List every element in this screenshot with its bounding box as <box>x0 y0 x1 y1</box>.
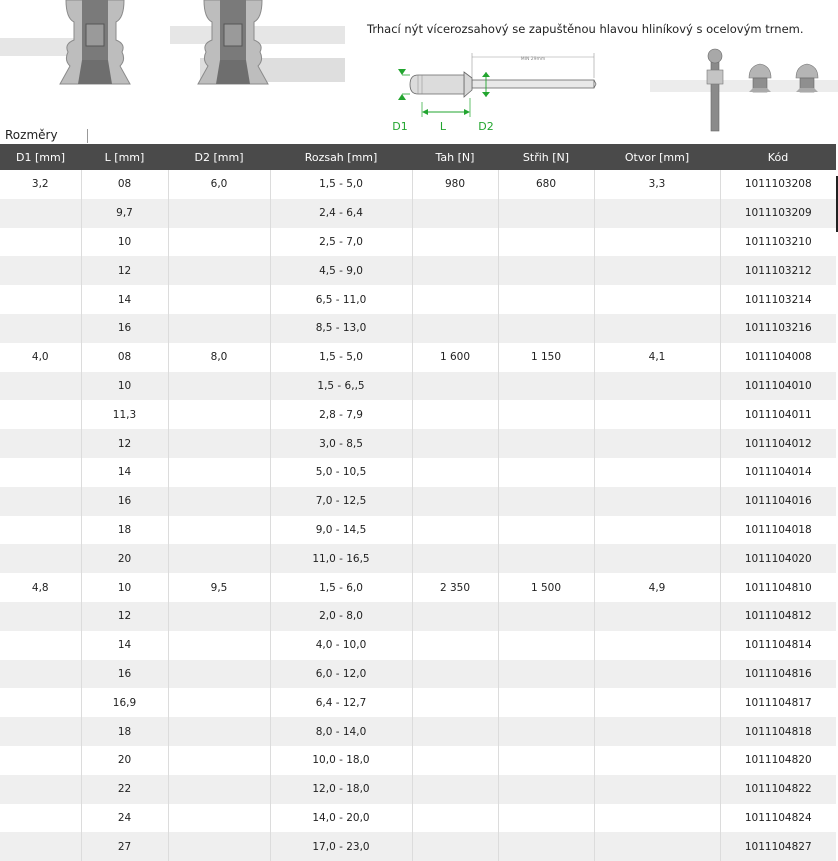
table-cell: 9,0 - 14,5 <box>270 516 412 545</box>
table-cell <box>168 400 270 429</box>
table-row <box>0 544 836 573</box>
table-cell: 2,4 - 6,4 <box>270 199 412 228</box>
table-cell: 980 <box>412 170 498 199</box>
table-cell: 16,9 <box>81 688 168 717</box>
table-row <box>0 400 836 429</box>
table-cell <box>0 429 81 458</box>
table-cell <box>498 314 594 343</box>
table-cell: 1 500 <box>498 573 594 602</box>
table-cell <box>168 285 270 314</box>
rivet-installation-steps-illustration <box>645 40 838 135</box>
table-cell <box>594 688 720 717</box>
min-length-label: MIN 29mm <box>520 57 546 62</box>
table-cell: 1011104010 <box>720 372 836 401</box>
table-cell: 6,0 - 12,0 <box>270 660 412 689</box>
table-cell <box>168 429 270 458</box>
table-cell <box>0 228 81 257</box>
table-cell <box>0 458 81 487</box>
table-cell <box>168 631 270 660</box>
table-cell <box>594 314 720 343</box>
table-row <box>0 775 836 804</box>
table-row <box>0 832 836 861</box>
table-cell <box>0 717 81 746</box>
table-cell <box>168 804 270 833</box>
table-cell <box>498 631 594 660</box>
table-cell: 3,3 <box>594 170 720 199</box>
table-cell: 1 600 <box>412 343 498 372</box>
table-cell <box>168 602 270 631</box>
table-cell: 2,5 - 7,0 <box>270 228 412 257</box>
table-cell: 4,9 <box>594 573 720 602</box>
table-cell: 1011104820 <box>720 746 836 775</box>
table-row <box>0 343 836 372</box>
table-cell <box>0 400 81 429</box>
d1-label: D1 <box>392 120 408 133</box>
table-cell <box>498 199 594 228</box>
rivet-installed-left <box>60 0 130 84</box>
table-row <box>0 429 836 458</box>
table-cell: 17,0 - 23,0 <box>270 832 412 861</box>
table-cell <box>168 688 270 717</box>
column-header: Rozsah [mm] <box>270 144 412 170</box>
table-row <box>0 688 836 717</box>
table-cell: 12 <box>81 256 168 285</box>
table-body <box>0 170 836 861</box>
table-cell <box>498 516 594 545</box>
table-cell: 1011104016 <box>720 487 836 516</box>
table-cell: 8,0 <box>168 343 270 372</box>
table-cell: 1011103210 <box>720 228 836 257</box>
table-cell <box>0 631 81 660</box>
table-cell: 1011103209 <box>720 199 836 228</box>
table-row <box>0 256 836 285</box>
table-row <box>0 487 836 516</box>
table-cell <box>594 804 720 833</box>
table-cell: 5,0 - 10,5 <box>270 458 412 487</box>
table-cell: 18 <box>81 516 168 545</box>
table-cell <box>498 372 594 401</box>
table-header <box>0 144 836 170</box>
table-row <box>0 804 836 833</box>
table-cell: 4,5 - 9,0 <box>270 256 412 285</box>
table-cell <box>0 746 81 775</box>
table-row <box>0 199 836 228</box>
table-cell <box>0 314 81 343</box>
table-cell: 20 <box>81 544 168 573</box>
table-cell: 10 <box>81 573 168 602</box>
table-cell <box>412 516 498 545</box>
table-cell <box>412 746 498 775</box>
table-cell <box>594 400 720 429</box>
table-cell: 4,0 - 10,0 <box>270 631 412 660</box>
section-label: Rozměry <box>5 128 58 142</box>
table-cell: 14 <box>81 285 168 314</box>
table-cell <box>412 631 498 660</box>
table-cell <box>498 660 594 689</box>
table-cell <box>498 775 594 804</box>
rivet-installed-right <box>198 0 268 84</box>
table-cell: 1011104827 <box>720 832 836 861</box>
table-cell <box>594 487 720 516</box>
table-cell <box>594 429 720 458</box>
table-cell <box>412 458 498 487</box>
rivet-dimension-diagram <box>388 42 603 137</box>
table-cell <box>594 746 720 775</box>
table-cell <box>412 660 498 689</box>
table-cell <box>168 228 270 257</box>
table-row <box>0 660 836 689</box>
table-cell <box>0 516 81 545</box>
table-cell <box>498 832 594 861</box>
table-cell <box>412 832 498 861</box>
table-cell: 1,5 - 6,,5 <box>270 372 412 401</box>
table-cell: 14 <box>81 631 168 660</box>
table-cell: 27 <box>81 832 168 861</box>
table-cell: 1011104008 <box>720 343 836 372</box>
table-cell: 08 <box>81 170 168 199</box>
column-header: L [mm] <box>81 144 168 170</box>
column-header: D2 [mm] <box>168 144 270 170</box>
table-cell: 1011103208 <box>720 170 836 199</box>
table-cell <box>412 228 498 257</box>
rivet-cross-section-illustration <box>0 0 345 90</box>
table-cell: 1011104011 <box>720 400 836 429</box>
table-cell <box>168 746 270 775</box>
table-cell <box>498 746 594 775</box>
table-cell: 3,2 <box>0 170 81 199</box>
table-cell: 12 <box>81 602 168 631</box>
table-cell <box>0 544 81 573</box>
table-cell <box>498 688 594 717</box>
spec-table <box>0 144 836 861</box>
table-cell <box>168 458 270 487</box>
table-cell: 14,0 - 20,0 <box>270 804 412 833</box>
table-cell <box>168 314 270 343</box>
table-cell <box>0 660 81 689</box>
product-header <box>0 0 838 145</box>
table-cell <box>498 285 594 314</box>
table-cell <box>498 487 594 516</box>
table-cell <box>498 228 594 257</box>
table-cell: 14 <box>81 458 168 487</box>
table-cell <box>412 285 498 314</box>
table-cell <box>412 717 498 746</box>
header-row <box>0 144 836 170</box>
table-cell <box>0 256 81 285</box>
table-cell: 1011103216 <box>720 314 836 343</box>
table-cell <box>0 285 81 314</box>
table-cell <box>498 458 594 487</box>
table-row <box>0 314 836 343</box>
table-cell <box>594 544 720 573</box>
table-cell <box>498 602 594 631</box>
table-cell: 7,0 - 12,5 <box>270 487 412 516</box>
table-cell: 8,5 - 13,0 <box>270 314 412 343</box>
table-cell: 18 <box>81 717 168 746</box>
table-cell <box>168 256 270 285</box>
table-cell <box>498 804 594 833</box>
table-cell: 16 <box>81 314 168 343</box>
table-cell: 1011104817 <box>720 688 836 717</box>
table-cell <box>594 602 720 631</box>
table-cell <box>0 487 81 516</box>
column-header: Otvor [mm] <box>594 144 720 170</box>
table-cell: 4,1 <box>594 343 720 372</box>
table-cell <box>0 688 81 717</box>
table-cell: 1011103214 <box>720 285 836 314</box>
table-cell <box>168 372 270 401</box>
table-cell: 9,5 <box>168 573 270 602</box>
table-cell: 20 <box>81 746 168 775</box>
table-cell: 1,5 - 5,0 <box>270 343 412 372</box>
table-cell <box>594 631 720 660</box>
table-row <box>0 631 836 660</box>
table-row <box>0 228 836 257</box>
table-cell <box>594 285 720 314</box>
table-row <box>0 516 836 545</box>
table-cell: 1,5 - 5,0 <box>270 170 412 199</box>
l-label: L <box>439 120 447 133</box>
table-row <box>0 458 836 487</box>
table-cell: 24 <box>81 804 168 833</box>
table-cell <box>168 832 270 861</box>
table-cell: 1011104824 <box>720 804 836 833</box>
table-cell <box>0 804 81 833</box>
table-cell: 1011103212 <box>720 256 836 285</box>
table-cell <box>412 688 498 717</box>
table-cell: 3,0 - 8,5 <box>270 429 412 458</box>
table-cell <box>594 458 720 487</box>
table-cell <box>412 775 498 804</box>
table-cell: 1011104816 <box>720 660 836 689</box>
table-cell: 10 <box>81 372 168 401</box>
table-cell: 1011104012 <box>720 429 836 458</box>
table-cell: 8,0 - 14,0 <box>270 717 412 746</box>
table-cell <box>594 199 720 228</box>
table-cell: 680 <box>498 170 594 199</box>
column-header: Kód <box>720 144 836 170</box>
table-cell <box>168 660 270 689</box>
table-cell <box>0 775 81 804</box>
table-cell <box>412 487 498 516</box>
table-cell <box>594 775 720 804</box>
table-cell <box>594 660 720 689</box>
table-cell <box>168 516 270 545</box>
table-cell: 11,3 <box>81 400 168 429</box>
table-row <box>0 372 836 401</box>
table-row <box>0 717 836 746</box>
table-cell: 1011104818 <box>720 717 836 746</box>
table-cell <box>412 400 498 429</box>
table-cell: 10,0 - 18,0 <box>270 746 412 775</box>
table-cell: 4,0 <box>0 343 81 372</box>
table-cell <box>0 832 81 861</box>
table-cell <box>594 717 720 746</box>
table-cell: 1011104814 <box>720 631 836 660</box>
table-cell <box>168 717 270 746</box>
table-cell: 1 150 <box>498 343 594 372</box>
table-cell: 6,0 <box>168 170 270 199</box>
table-cell: 11,0 - 16,5 <box>270 544 412 573</box>
table-cell: 6,4 - 12,7 <box>270 688 412 717</box>
table-cell: 1011104812 <box>720 602 836 631</box>
table-cell <box>168 544 270 573</box>
table-cell: 1,5 - 6,0 <box>270 573 412 602</box>
table-cell <box>594 228 720 257</box>
column-header: D1 [mm] <box>0 144 81 170</box>
table-cell: 1011104014 <box>720 458 836 487</box>
table-cell <box>498 544 594 573</box>
table-cell: 6,5 - 11,0 <box>270 285 412 314</box>
table-cell <box>594 372 720 401</box>
table-cell: 1011104810 <box>720 573 836 602</box>
table-cell: 2,8 - 7,9 <box>270 400 412 429</box>
table-row <box>0 285 836 314</box>
table-cell <box>412 372 498 401</box>
table-cell <box>594 256 720 285</box>
table-cell: 16 <box>81 660 168 689</box>
table-cell: 12 <box>81 429 168 458</box>
table-cell: 1011104018 <box>720 516 836 545</box>
table-cell <box>498 717 594 746</box>
table-cell <box>168 775 270 804</box>
table-cell <box>412 544 498 573</box>
table-cell: 1011104020 <box>720 544 836 573</box>
table-cell <box>0 602 81 631</box>
table-cell <box>0 199 81 228</box>
table-cell: 1011104822 <box>720 775 836 804</box>
column-header: Tah [N] <box>412 144 498 170</box>
table-cell <box>0 372 81 401</box>
d2-label: D2 <box>478 120 494 133</box>
table-cell: 9,7 <box>81 199 168 228</box>
table-cell <box>412 602 498 631</box>
table-cell: 2 350 <box>412 573 498 602</box>
table-cell <box>498 429 594 458</box>
table-cell <box>594 832 720 861</box>
table-row <box>0 602 836 631</box>
table-cell: 08 <box>81 343 168 372</box>
product-description: Trhací nýt vícerozsahový se zapuštěnou hlavou hliníkový s ocelovým trnem. <box>367 22 804 36</box>
table-cell: 2,0 - 8,0 <box>270 602 412 631</box>
section-divider <box>87 129 88 143</box>
table-cell <box>412 804 498 833</box>
column-header: Střih [N] <box>498 144 594 170</box>
table-cell <box>412 199 498 228</box>
table-cell <box>412 314 498 343</box>
table-cell <box>412 429 498 458</box>
table-cell <box>168 199 270 228</box>
table-row <box>0 573 836 602</box>
table-cell: 22 <box>81 775 168 804</box>
table-row <box>0 746 836 775</box>
table-cell <box>498 256 594 285</box>
table-row <box>0 170 836 199</box>
table-cell: 16 <box>81 487 168 516</box>
table-cell <box>498 400 594 429</box>
table-cell: 12,0 - 18,0 <box>270 775 412 804</box>
table-cell <box>594 516 720 545</box>
table-cell: 10 <box>81 228 168 257</box>
table-cell <box>168 487 270 516</box>
table-cell: 4,8 <box>0 573 81 602</box>
table-cell <box>412 256 498 285</box>
